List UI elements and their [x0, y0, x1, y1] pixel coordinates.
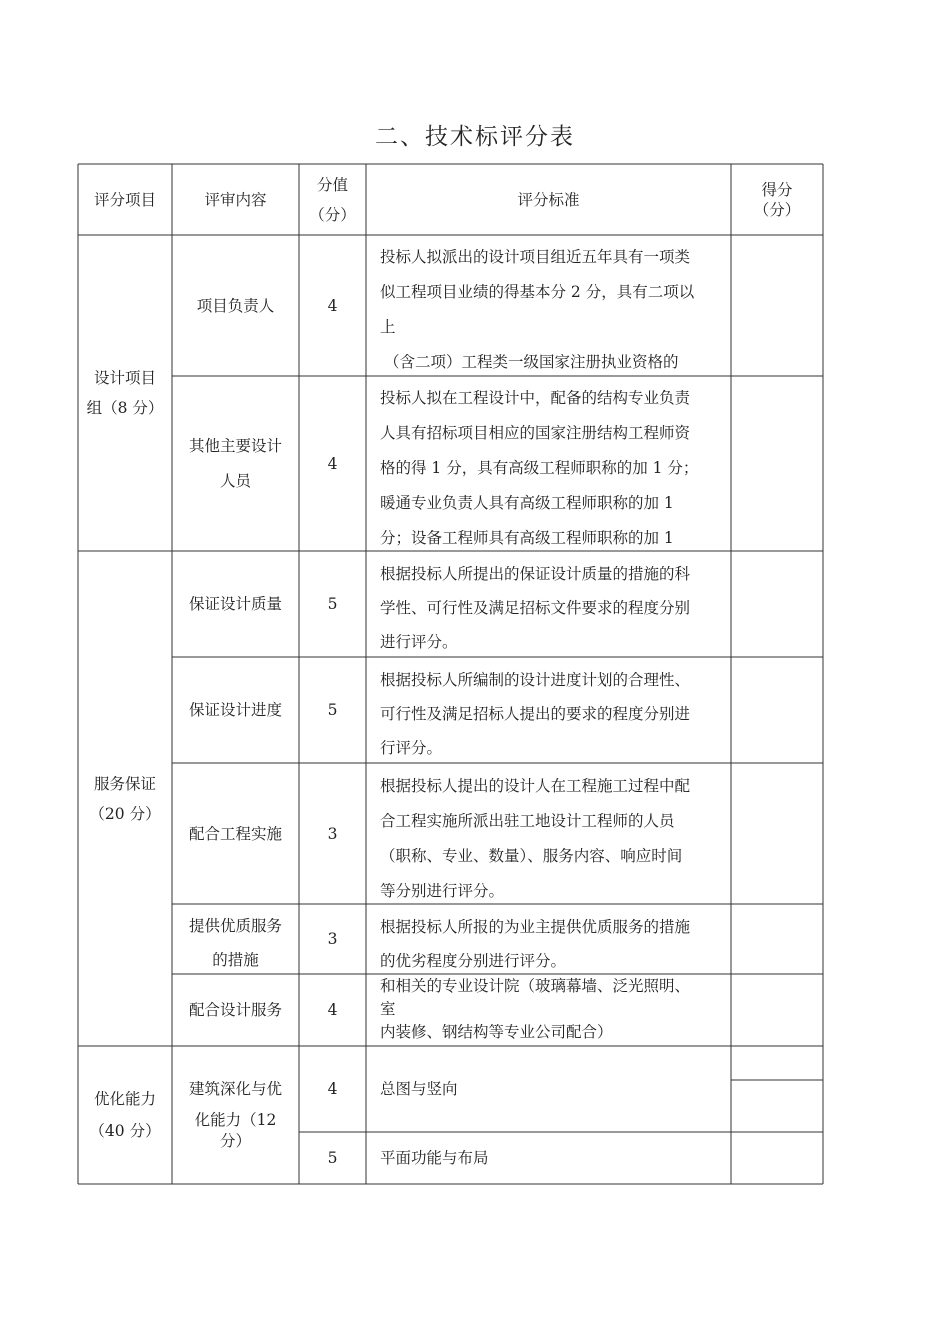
row-criteria [380, 1046, 728, 1132]
row-content [172, 763, 299, 904]
row-criteria [380, 663, 728, 763]
row-content-line: 配合工程实施 [188, 824, 282, 843]
group-service [78, 551, 172, 1046]
header-content [172, 164, 299, 235]
row-content-line: 提供优质服务 [188, 917, 282, 935]
row-content-line: 项目负责人 [196, 296, 275, 315]
row-content-line: 建筑深化与优 [188, 1079, 282, 1098]
criteria-line: 分；设备工程师具有高级工程师职称的加 1 [380, 529, 674, 547]
row-content [172, 235, 299, 376]
row-criteria [380, 240, 728, 376]
group-optimize-line1: 优化能力 [93, 1090, 156, 1108]
criteria-line: 行评分。 [380, 739, 443, 757]
criteria-line: 总图与竖向 [380, 1080, 458, 1098]
criteria-line: 根据投标人所报的为业主提供优质服务的措施 [380, 918, 691, 936]
criteria-line: 似工程项目业绩的得基本分 2 分，具有二项以 [380, 283, 695, 301]
row-score-value: 3 [327, 930, 338, 948]
row-score-value: 5 [327, 595, 338, 613]
row-content-line: 分） [219, 1131, 251, 1150]
row-content [172, 376, 299, 551]
criteria-line: （含二项）工程类一级国家注册执业资格的 [384, 353, 679, 371]
criteria-line: 学性、可行性及满足招标文件要求的程度分别 [380, 599, 691, 617]
group-service-line1: 服务保证 [93, 774, 156, 793]
row-criteria [380, 381, 728, 551]
group-design-line1: 设计项目 [93, 369, 156, 387]
row-score-value: 3 [327, 824, 338, 843]
row-score [299, 974, 366, 1046]
criteria-line: 上 [380, 318, 396, 336]
header-content-label: 评审内容 [204, 190, 267, 209]
row-score [299, 376, 366, 551]
criteria-line: 进行评分。 [380, 633, 458, 651]
header-criteria-label: 评分标准 [517, 190, 580, 209]
criteria-line: 可行性及满足招标人提出的要求的程度分别进 [380, 705, 691, 723]
row-score-value: 4 [327, 454, 338, 473]
row-score-value: 4 [327, 296, 338, 315]
criteria-line: 室 [380, 1000, 396, 1018]
criteria-line: 等分别进行评分。 [380, 882, 505, 900]
group-design-line2: 组（8 分） [86, 399, 164, 417]
criteria-line: 人具有招标项目相应的国家注册结构工程师资 [380, 424, 691, 442]
row-content-line: 其他主要设计 [188, 436, 282, 455]
criteria-line: 内装修、钢结构等专业公司配合） [380, 1023, 613, 1041]
criteria-line: 根据投标人提出的设计人在工程施工过程中配 [380, 777, 691, 795]
row-criteria [380, 769, 728, 904]
group-optimize [78, 1046, 172, 1184]
row-score-value: 5 [327, 701, 338, 719]
row-content [172, 1046, 299, 1184]
header-got-line1: 得分 [761, 180, 793, 199]
header-item [78, 164, 172, 235]
criteria-line: 合工程实施所派出驻工地设计工程师的人员 [380, 812, 675, 830]
row-content-line: 人员 [219, 471, 251, 490]
row-score-value: 4 [327, 1001, 338, 1019]
page-title: 二、技术标评分表 [375, 124, 575, 150]
header-got [731, 164, 823, 235]
row-content-line: 保证设计进度 [188, 701, 282, 719]
criteria-line: 投标人拟在工程设计中，配备的结构专业负责 [380, 389, 691, 407]
row-score [299, 763, 366, 904]
criteria-line: 投标人拟派出的设计项目组近五年具有一项类 [380, 248, 691, 266]
criteria-line: （职称、专业、数量）、服务内容、响应时间 [380, 847, 683, 865]
row-score [299, 1046, 366, 1132]
header-score-line2: （分） [309, 205, 356, 224]
row-content-line: 配合设计服务 [188, 1001, 282, 1019]
row-criteria [380, 910, 728, 974]
row-criteria [380, 975, 728, 1045]
criteria-line: 格的得 1 分，具有高级工程师职称的加 1 分； [380, 459, 699, 477]
group-optimize-line2: （40 分） [89, 1122, 161, 1140]
row-content-line: 化能力（12 [194, 1110, 277, 1129]
criteria-line: 和相关的专业设计院（玻璃幕墙、泛光照明、 [380, 977, 691, 995]
group-service-line2: （20 分） [89, 804, 161, 823]
row-score [299, 235, 366, 376]
header-item-label: 评分项目 [93, 190, 156, 209]
criteria-line: 根据投标人所提出的保证设计质量的措施的科 [380, 565, 691, 583]
row-score [299, 1132, 366, 1184]
criteria-line: 暖通专业负责人具有高级工程师职称的加 1 [380, 494, 674, 512]
row-criteria [380, 557, 728, 657]
row-score [299, 551, 366, 657]
row-content [172, 657, 299, 763]
header-criteria [366, 164, 731, 235]
criteria-line: 的优劣程度分别进行评分。 [380, 952, 567, 970]
row-content [172, 974, 299, 1046]
row-score [299, 904, 366, 974]
criteria-line: 平面功能与布局 [380, 1149, 489, 1167]
row-content-line: 保证设计质量 [188, 595, 282, 613]
row-content-line: 的措施 [212, 951, 259, 969]
row-score-value: 5 [327, 1149, 338, 1167]
criteria-line: 根据投标人所编制的设计进度计划的合理性、 [380, 671, 691, 689]
header-got-line2: （分） [753, 200, 801, 219]
row-content [172, 904, 299, 974]
header-score [299, 164, 366, 235]
group-design [78, 235, 172, 551]
row-score-value: 4 [327, 1080, 338, 1098]
row-criteria [380, 1132, 728, 1184]
row-score [299, 657, 366, 763]
row-content [172, 551, 299, 657]
header-score-line1: 分值 [316, 175, 348, 194]
